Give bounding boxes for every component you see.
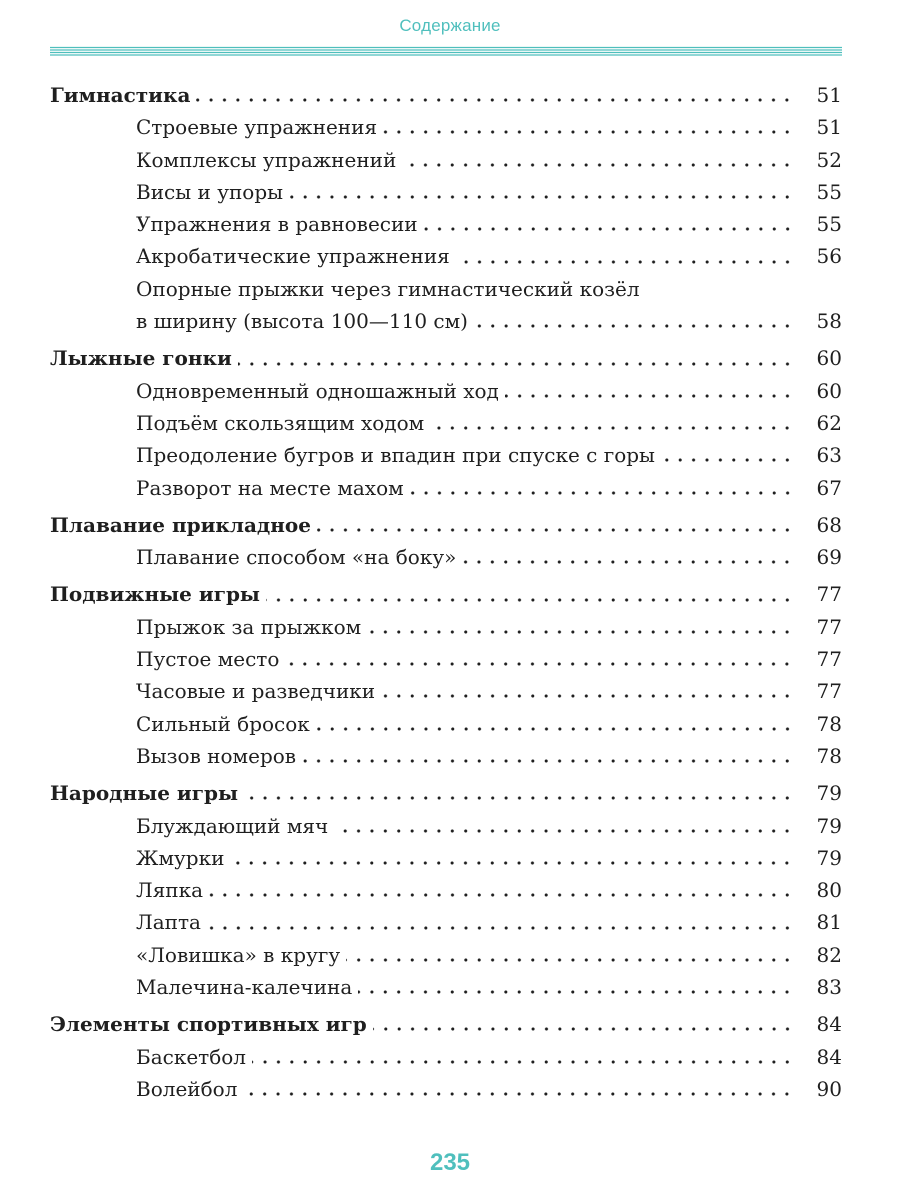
toc-item-page: 52 xyxy=(816,147,842,172)
toc-section-title: Лыжные гонки xyxy=(50,346,232,371)
toc-item-title: Висы и упоры xyxy=(136,179,284,204)
toc-item[interactable] xyxy=(50,176,842,208)
toc-item[interactable] xyxy=(50,643,842,675)
dot-leader xyxy=(346,957,794,963)
dot-leader xyxy=(424,226,794,232)
dot-leader xyxy=(456,259,794,265)
page-number: 235 xyxy=(429,1149,471,1176)
toc-item-continued-page: 58 xyxy=(816,309,842,334)
toc-item-page: 79 xyxy=(816,845,842,870)
dot-leader xyxy=(358,989,794,995)
toc-item-title: Опорные прыжки через гимнастический козёл xyxy=(136,276,640,301)
toc-item[interactable] xyxy=(50,810,842,842)
toc-item-page: 83 xyxy=(816,975,842,1000)
dot-leader xyxy=(238,361,794,367)
dot-leader xyxy=(410,490,794,496)
toc-item[interactable] xyxy=(50,611,842,643)
toc-item-page: 69 xyxy=(816,545,842,570)
toc-section[interactable] xyxy=(50,578,842,610)
toc-item-page: 81 xyxy=(816,910,842,935)
table-of-contents xyxy=(50,79,842,1105)
dot-leader xyxy=(302,758,794,764)
toc-item[interactable] xyxy=(50,740,842,772)
toc-item-title: «Ловишка» в кругу xyxy=(136,942,341,967)
toc-item-page: 55 xyxy=(816,179,842,204)
toc-item-page: 78 xyxy=(816,711,842,736)
toc-item-title: Волейбол xyxy=(136,1076,238,1101)
toc-item-page: 90 xyxy=(816,1076,842,1101)
dot-leader xyxy=(207,925,794,931)
toc-item[interactable] xyxy=(50,1073,842,1105)
toc-item-title: Малечина-калечина xyxy=(136,975,353,1000)
toc-item-title: Плавание способом «на боку» xyxy=(136,545,457,570)
dot-leader xyxy=(462,559,794,565)
toc-item-page: 63 xyxy=(816,443,842,468)
toc-item[interactable] xyxy=(50,675,842,707)
toc-item-title: Баскетбол xyxy=(136,1044,247,1069)
toc-section[interactable] xyxy=(50,79,842,111)
toc-item-title: Блуждающий мяч xyxy=(136,813,329,838)
toc-item-title: Комплексы упражнений xyxy=(136,147,397,172)
dot-leader xyxy=(383,129,794,135)
toc-section[interactable] xyxy=(50,509,842,541)
dot-leader xyxy=(334,828,794,834)
toc-item-continued[interactable] xyxy=(50,305,842,337)
toc-item[interactable] xyxy=(50,874,842,906)
dot-leader xyxy=(317,527,794,533)
toc-item-page: 67 xyxy=(816,475,842,500)
dot-leader xyxy=(661,457,794,463)
toc-item-title: Пустое место xyxy=(136,647,280,672)
toc-item-page: 82 xyxy=(816,942,842,967)
dot-leader xyxy=(252,1059,794,1065)
toc-item-title: Жмурки xyxy=(136,845,225,870)
toc-item-page: 79 xyxy=(816,813,842,838)
toc-section-title: Элементы спортивных игр xyxy=(50,1012,367,1037)
toc-item-page: 77 xyxy=(816,679,842,704)
toc-item-page: 77 xyxy=(816,614,842,639)
dot-leader xyxy=(367,629,794,635)
dot-leader xyxy=(243,1091,794,1097)
toc-item[interactable] xyxy=(50,407,842,439)
toc-item-title: Преодоление бугров и впадин при спуске с горы xyxy=(136,443,655,468)
toc-item[interactable] xyxy=(50,375,842,407)
toc-item[interactable] xyxy=(50,144,842,176)
dot-leader xyxy=(381,693,794,699)
page-header-title: Содержание xyxy=(399,16,501,35)
toc-item-title: Строевые упражнения xyxy=(136,115,378,140)
dot-leader xyxy=(244,795,794,801)
dot-leader xyxy=(285,661,794,667)
toc-item[interactable] xyxy=(50,906,842,938)
toc-section[interactable] xyxy=(50,342,842,374)
toc-item-title: Лапта xyxy=(136,910,201,935)
toc-item[interactable] xyxy=(50,111,842,143)
dot-leader xyxy=(316,726,794,732)
toc-section[interactable] xyxy=(50,777,842,809)
toc-item[interactable] xyxy=(50,842,842,874)
toc-item[interactable] xyxy=(50,439,842,471)
toc-item-title: Часовые и разведчики xyxy=(136,679,376,704)
toc-section-page: 60 xyxy=(816,346,842,371)
toc-item-title: Упражнения в равновесии xyxy=(136,212,418,237)
toc-item-page: 62 xyxy=(816,410,842,435)
toc-item-title: Сильный бросок xyxy=(136,711,310,736)
toc-item-title: Вызов номеров xyxy=(136,743,297,768)
dot-leader xyxy=(402,162,794,168)
dot-leader xyxy=(209,892,794,898)
toc-section-title: Подвижные игры xyxy=(50,582,260,607)
dot-leader xyxy=(266,597,794,603)
toc-item-title: Акробатические упражнения xyxy=(136,244,450,269)
toc-item[interactable] xyxy=(50,939,842,971)
toc-section-page: 77 xyxy=(816,582,842,607)
toc-item[interactable] xyxy=(50,708,842,740)
toc-item[interactable] xyxy=(50,240,842,272)
toc-section-page: 51 xyxy=(816,83,842,107)
toc-item-title: Прыжок за прыжком xyxy=(136,614,362,639)
dot-leader xyxy=(373,1026,794,1032)
toc-section-title: Народные игры xyxy=(50,781,239,806)
toc-section-title: Плавание прикладное xyxy=(50,512,311,537)
toc-item[interactable] xyxy=(50,1041,842,1073)
toc-item-page: 77 xyxy=(816,647,842,672)
dot-leader xyxy=(505,393,794,399)
toc-item-continued-title: в ширину (высота 100—110 см) xyxy=(136,309,468,334)
toc-item-page: 78 xyxy=(816,743,842,768)
toc-item-title: Одновременный одношажный ход xyxy=(136,378,499,403)
dot-leader xyxy=(196,97,794,103)
toc-item-page: 56 xyxy=(816,244,842,269)
toc-item-page: 51 xyxy=(816,115,842,140)
toc-item-page: 84 xyxy=(816,1044,842,1069)
toc-item-title: Подъём скользящим ходом xyxy=(136,410,425,435)
toc-section-page: 79 xyxy=(816,781,842,806)
dot-leader xyxy=(289,194,794,200)
dot-leader xyxy=(230,860,794,866)
dot-leader xyxy=(474,323,794,329)
toc-item[interactable] xyxy=(50,273,842,305)
toc-item[interactable] xyxy=(50,472,842,504)
toc-section[interactable] xyxy=(50,1008,842,1040)
toc-item-page: 80 xyxy=(816,878,842,903)
toc-item-title: Ляпка xyxy=(136,878,204,903)
toc-section-page: 68 xyxy=(816,512,842,537)
toc-item-page: 60 xyxy=(816,378,842,403)
toc-section-title: Гимнастика xyxy=(50,83,191,107)
toc-item-title: Разворот на месте махом xyxy=(136,475,404,500)
dot-leader xyxy=(430,425,794,431)
toc-item[interactable] xyxy=(50,971,842,1003)
toc-item[interactable] xyxy=(50,541,842,573)
toc-item[interactable] xyxy=(50,208,842,240)
header-rule xyxy=(50,46,842,58)
toc-item-page: 55 xyxy=(816,212,842,237)
toc-section-page: 84 xyxy=(816,1012,842,1037)
